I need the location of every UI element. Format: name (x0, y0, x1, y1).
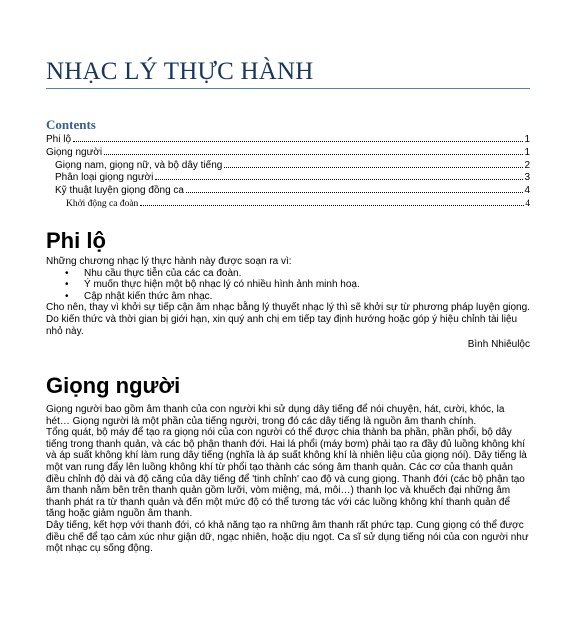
table-of-contents (46, 134, 530, 211)
toc-entry-label: Khởi động ca đoàn (66, 198, 139, 209)
giong-nguoi-paragraph: Dây tiếng, kết hợp với thanh đới, có khả năng tạo ra những âm thanh rất phức tạp. Cung giọng có thể được điều chế để tạo cảm xúc như giận dữ, ngạc nhiên, hoặc dịu ngọt. Ca sĩ sử dụng tiếng nói của con người như một nhạc cụ sống động. (46, 519, 529, 555)
toc-entry-page: 4 (524, 185, 530, 197)
philo-intro: Những chương nhạc lý thực hành này được soạn ra vì: (46, 256, 292, 267)
toc-entry-label: Phi lộ (46, 134, 72, 145)
toc-entry[interactable] (46, 185, 530, 198)
list-item: • Ý muốn thực hiện một bộ nhạc lý có nhiều hình ảnh minh hoạ. (46, 279, 530, 291)
toc-leader (104, 154, 523, 155)
toc-entry-label: Giọng nam, giọng nữ, và bộ dây tiếng (55, 159, 223, 171)
document-title: NHẠC LÝ THỰC HÀNH (46, 58, 314, 85)
toc-entry-page: 4 (525, 198, 530, 209)
toc-entry-label: Phân loại giọng người (55, 172, 154, 184)
toc-entry-page: 1 (524, 146, 530, 158)
section-heading-giong-nguoi: Giọng người (46, 373, 181, 398)
list-item: • Nhu cầu thực tiễn của các ca đoàn. (46, 268, 530, 280)
toc-leader (224, 167, 523, 168)
signature: Bình Nhiêulộc (467, 339, 530, 351)
toc-leader (186, 192, 523, 193)
toc-entry-label: Kỹ thuật luyện giọng đồng ca (55, 185, 184, 197)
toc-leader (155, 179, 523, 180)
philo-paragraph: Cho nên, thay vì khởi sự tiếp cận âm nhạc bằng lý thuyết nhạc lý thì sẽ khởi sự từ phương pháp luyện giọng. Do kiến thức và thời gian bị giới hạn, xin quý anh chị em tiếp tay định hướng hoặc góp ý hiệu chỉnh tài liệu nhỏ này. (46, 302, 530, 337)
toc-heading: Contents (46, 117, 96, 132)
section-heading-philo: Phi lộ (46, 228, 106, 253)
toc-entry[interactable] (46, 134, 530, 147)
toc-entry-page: 2 (524, 159, 530, 171)
giong-nguoi-paragraph: Tổng quát, bộ máy để tạo ra giọng nói của con người có thể được chia thành ba phần, phần phổi, bộ dây tiếng trong thanh quản, và các bộ phận thanh đới. Hai lá phổi (máy bơm) phải tạo ra đầy đủ luồng không khí và áp suất không khí làm rung dây tiếng (nghĩa là áp suất không khí là nhiên liệu của giọng nói). Dây tiếng là một van rung đẩy lên luồng không khí từ phổi tạo thành các sóng âm thanh quản. Các cơ của thanh quản điều chỉnh độ dài và độ căng của dây tiếng để 'tinh chỉnh' cao độ và cung giọng. Thanh đới (các bộ phận tạo âm thanh nằm bên trên thanh quản gồm lưỡi, vòm miệng, má, môi…) thanh lọc và khuếch đại những âm thanh phát ra từ thanh quản và đến một mức độ có thể tương tác với các luồng không khí thanh quản để tăng hoặc giảm nguồn âm thanh. (46, 427, 527, 520)
toc-entry[interactable] (46, 198, 530, 211)
toc-entry[interactable] (46, 160, 530, 173)
list-item: • Cập nhật kiến thức âm nhạc. (46, 291, 530, 303)
toc-entry-page: 1 (524, 134, 530, 145)
giong-nguoi-paragraph: Giọng người bao gồm âm thanh của con người khi sử dụng dây tiếng để nói chuyện, hát, cười, khóc, la hét… Giọng người là một phần của tiếng người, trong đó các dây tiếng là nguồn âm thanh chính. (46, 404, 505, 427)
toc-entry-label: Giọng người (46, 146, 103, 158)
title-underline (46, 88, 530, 89)
toc-entry[interactable] (46, 172, 530, 185)
toc-leader (73, 141, 523, 142)
philo-bullet-list (46, 268, 530, 303)
toc-entry[interactable] (46, 147, 530, 160)
toc-leader (140, 205, 524, 206)
section-giong-nguoi-body (46, 404, 530, 555)
toc-entry-page: 3 (524, 172, 530, 184)
section-philo-body (46, 256, 530, 351)
